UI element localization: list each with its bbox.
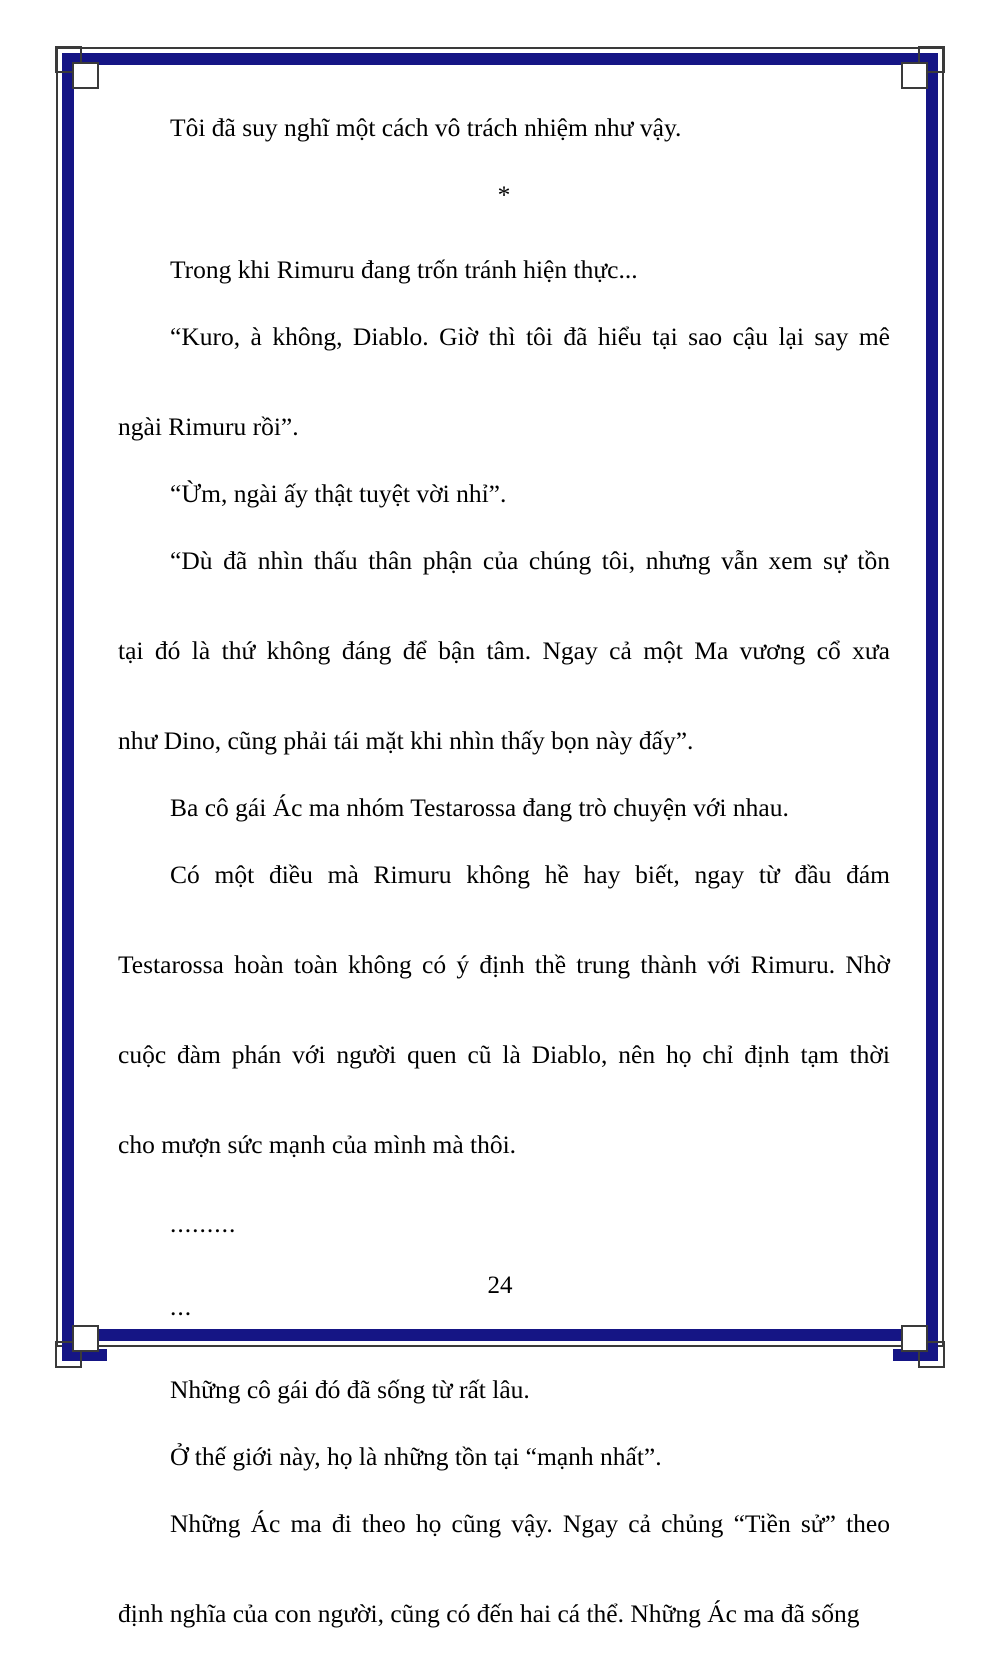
paragraph-narration-2 xyxy=(118,247,890,292)
paragraph-line: tại đó là thứ không đáng để bận tâm. Ngay cả một Ma vương cổ xưa xyxy=(118,636,890,665)
paragraph-dialogue-du-da xyxy=(118,538,890,763)
scene-break-asterisk: * xyxy=(497,180,511,209)
corner-ornament-top-right-outer xyxy=(918,46,945,73)
corner-stub-top-left-horizontal xyxy=(62,53,107,65)
paragraph-narration-nhung-co-gai xyxy=(118,1367,890,1412)
corner-ornament-bottom-left-outer xyxy=(55,1341,82,1368)
paragraph-line: định nghĩa của con người, cũng có đến hai cá thể. Những Ác ma đã sống xyxy=(118,1599,860,1628)
paragraph-narration-nhung-ac-ma xyxy=(118,1501,890,1636)
paragraph-text: Trong khi Rimuru đang trốn tránh hiện thực... xyxy=(170,255,638,284)
corner-ornament-top-left-inner xyxy=(72,62,99,89)
paragraph-narration-o-the-gioi xyxy=(118,1434,890,1479)
paragraph-text: Ba cô gái Ác ma nhóm Testarossa đang trò chuyện với nhau. xyxy=(170,793,789,822)
paragraph-spacer xyxy=(118,1189,890,1201)
paragraph-text: Tôi đã suy nghĩ một cách vô trách nhiệm như vậy. xyxy=(170,113,682,142)
corner-stub-top-left-vertical xyxy=(62,53,74,93)
corner-stub-top-right-horizontal xyxy=(893,53,938,65)
page-number: 24 xyxy=(487,1272,513,1299)
page-text-body xyxy=(118,105,890,1658)
corner-stub-bottom-left-horizontal xyxy=(62,1349,107,1361)
paragraph-text: Những cô gái đó đã sống từ rất lâu. xyxy=(170,1375,530,1404)
paragraph-line: Những Ác ma đi theo họ cũng vậy. Ngay cả chủng “Tiền sử” theo xyxy=(170,1509,890,1538)
paragraph-line: “Dù đã nhìn thấu thân phận của chúng tôi, nhưng vẫn xem sự tồn xyxy=(170,546,890,575)
paragraph-text: “Ừm, ngài ấy thật tuyệt vời nhỉ”. xyxy=(170,479,507,508)
paragraph-narration-co-mot-dieu xyxy=(118,852,890,1167)
ellipsis-long: ......... xyxy=(170,1209,237,1238)
paragraph-spacer xyxy=(118,1355,890,1367)
paragraph-text: Ở thế giới này, họ là những tồn tại “mạnh nhất”. xyxy=(170,1442,662,1471)
paragraph-narration-testarossa xyxy=(118,785,890,830)
corner-stub-bottom-right-horizontal xyxy=(893,1349,938,1361)
paragraph-dialogue-kuro xyxy=(118,314,890,449)
corner-ornament-top-left-outer xyxy=(55,46,82,73)
paragraph-dialogue-um xyxy=(118,471,890,516)
corner-ornament-bottom-left-inner xyxy=(72,1325,99,1352)
corner-ornament-bottom-right-outer xyxy=(918,1341,945,1368)
corner-stub-bottom-right-vertical xyxy=(926,1321,938,1361)
corner-ornament-top-right-inner xyxy=(901,62,928,89)
corner-stub-bottom-left-vertical xyxy=(62,1321,74,1361)
corner-ornament-bottom-right-inner xyxy=(901,1325,928,1352)
paragraph-line: ngài Rimuru rồi”. xyxy=(118,412,299,441)
paragraph-line: như Dino, cũng phải tái mặt khi nhìn thấy bọn này đấy”. xyxy=(118,726,694,755)
paragraph-line: cho mượn sức mạnh của mình mà thôi. xyxy=(118,1130,517,1159)
ellipsis-short: ... xyxy=(170,1292,193,1321)
paragraph-line: Testarossa hoàn toàn không có ý định thề trung thành với Rimuru. Nhờ xyxy=(118,950,890,979)
paragraph-line: Có một điều mà Rimuru không hề hay biết, ngay từ đầu đám xyxy=(170,860,890,889)
paragraph-line: cuộc đàm phán với người quen cũ là Diablo, nên họ chỉ định tạm thời xyxy=(118,1040,890,1069)
paragraph-line: “Kuro, à không, Diablo. Giờ thì tôi đã hiểu tại sao cậu lại say mê xyxy=(170,322,890,351)
paragraph-narration-1 xyxy=(118,105,890,150)
corner-stub-top-right-vertical xyxy=(926,53,938,93)
